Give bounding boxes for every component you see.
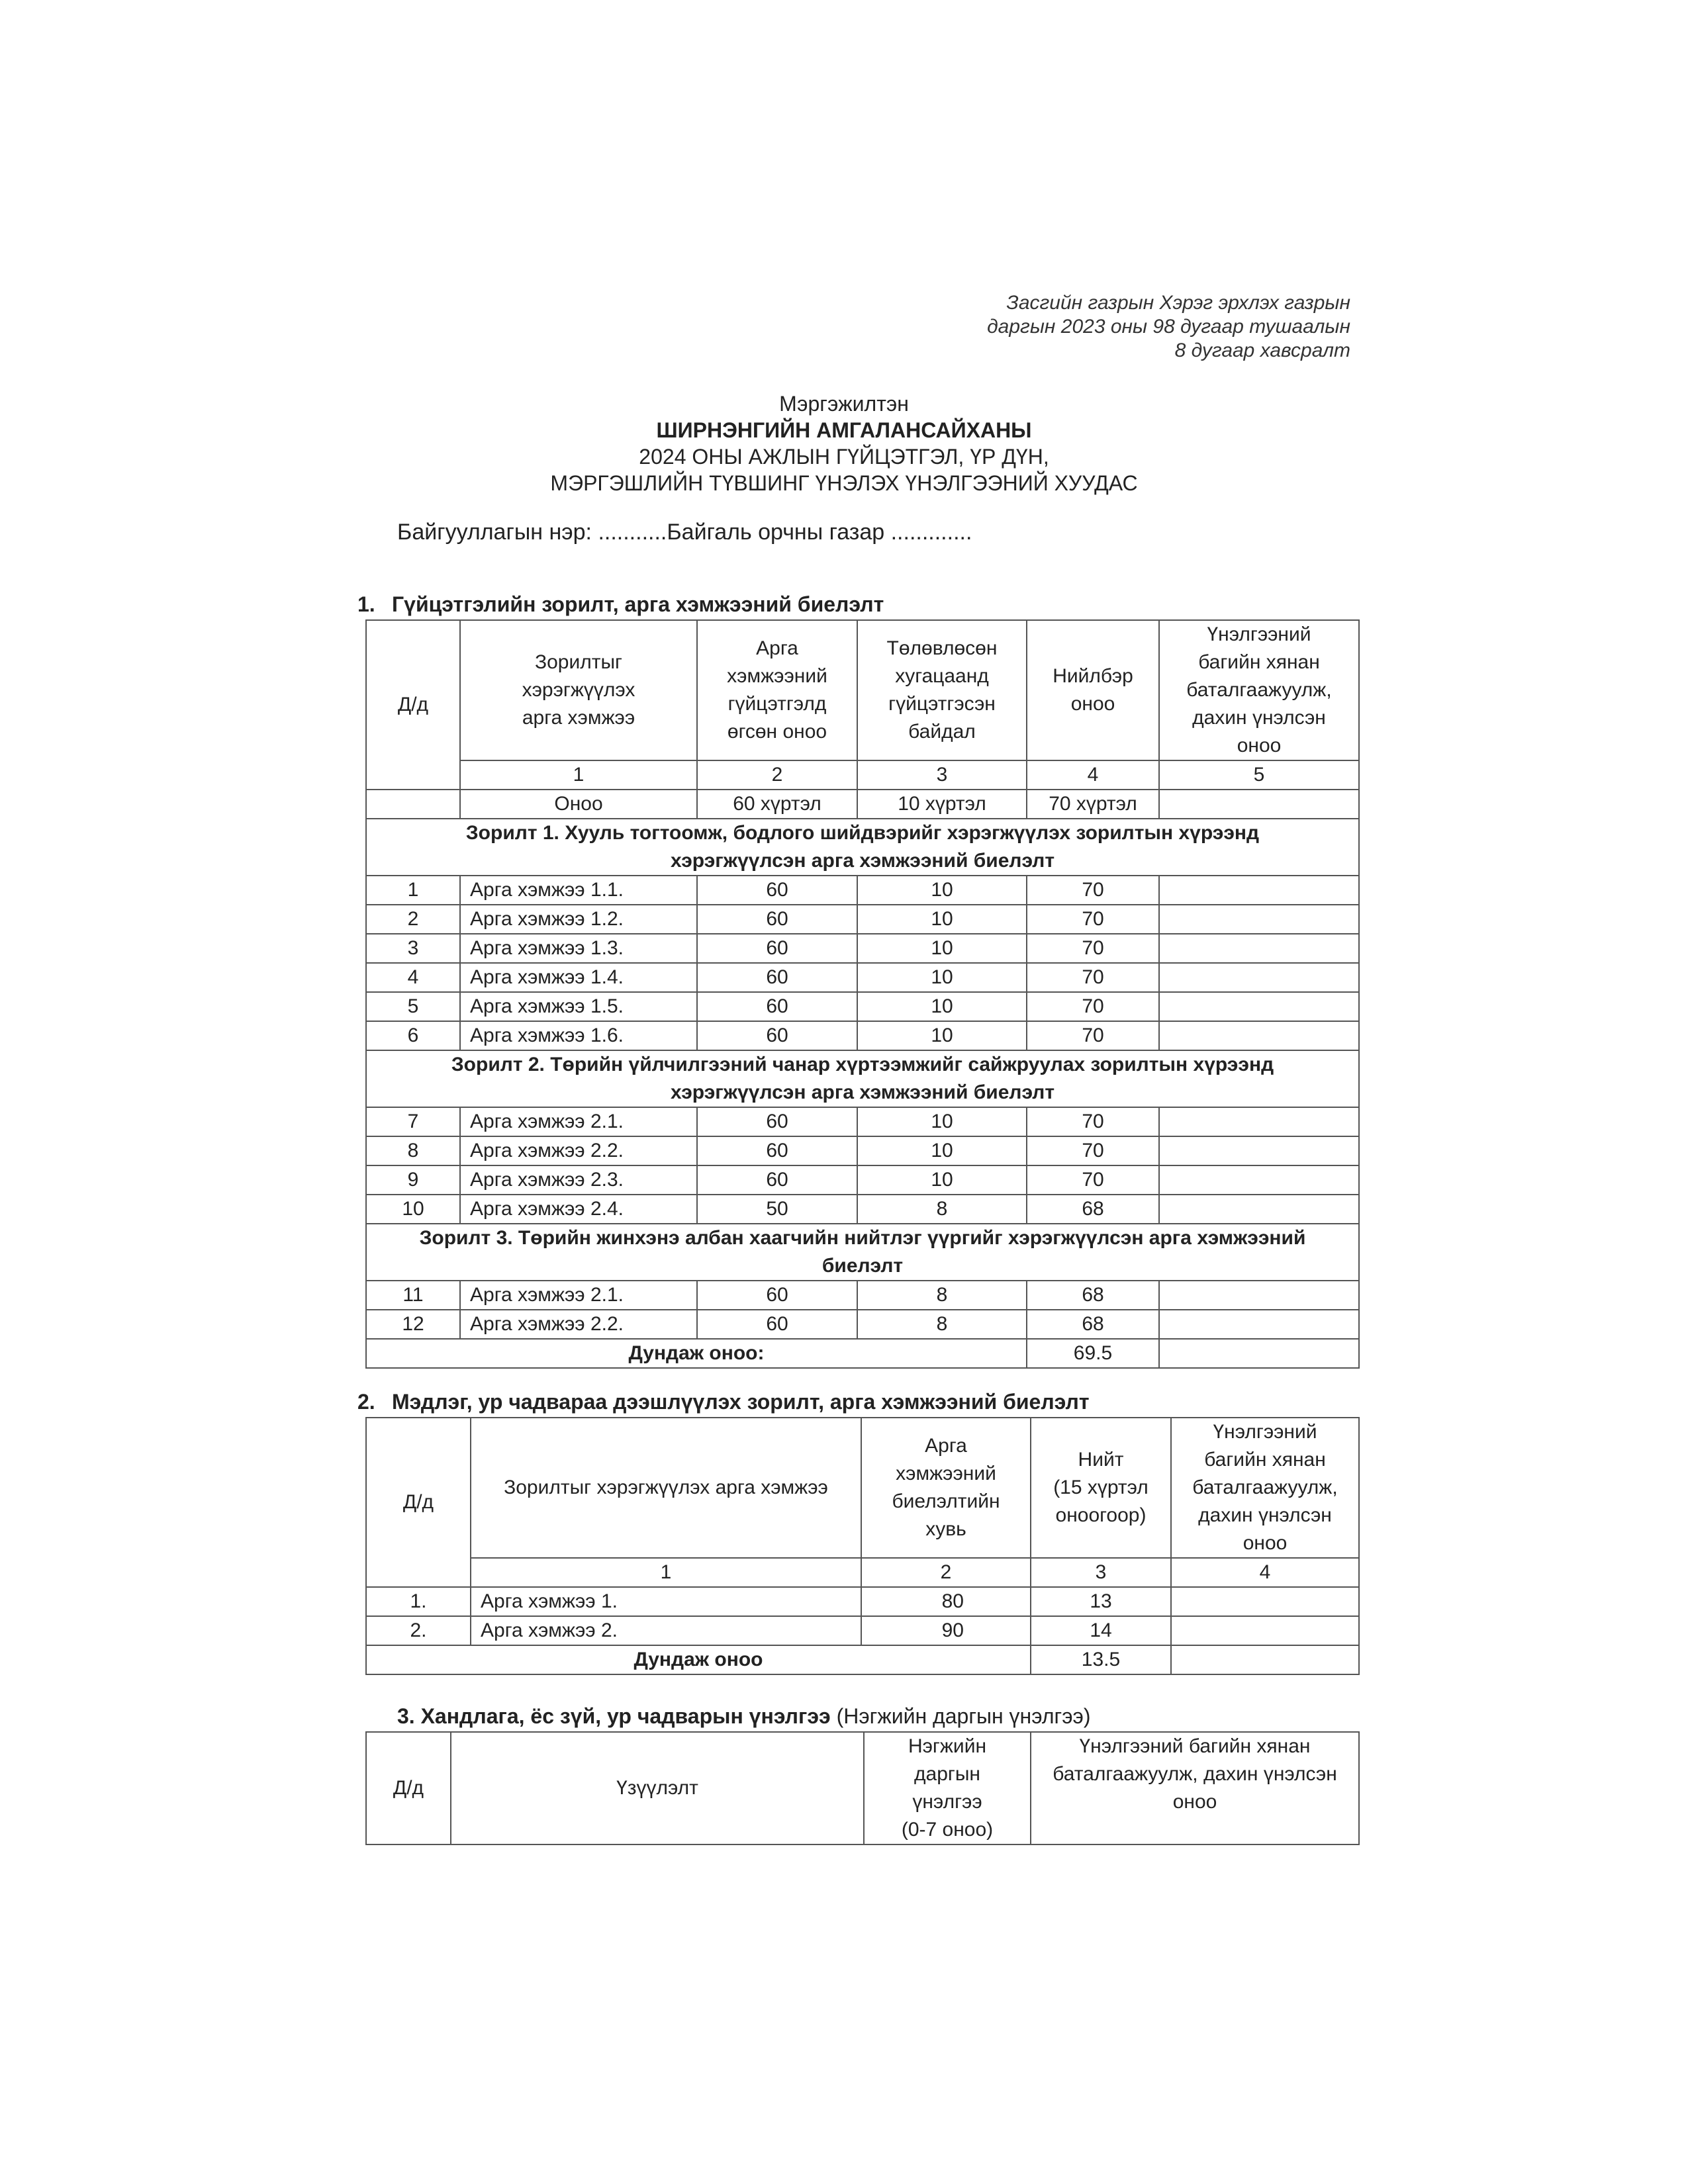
table-row <box>366 905 1359 934</box>
k-header-completion <box>861 1418 1031 1558</box>
k-average-value: 13.5 <box>1031 1645 1171 1674</box>
row-ontime: 10 <box>857 905 1027 934</box>
table-row <box>366 1281 1359 1310</box>
row-total: 70 <box>1027 905 1159 934</box>
goal-3-line-1: Зорилт 3. Төрийн жинхэнэ албан хаагчийн нийтлэг үүргийг хэрэгжүүлсэн арга хэмжээний <box>419 1227 1306 1249</box>
heading-name: ШИРНЭНГИЙН АМГАЛАНСАЙХАНЫ <box>656 418 1032 442</box>
header-reviewed-l2: багийн хянан <box>1198 651 1320 673</box>
row-given: 60 <box>697 992 857 1021</box>
section-3-title-rest: (Нэгжийн даргын үнэлгээ) <box>830 1704 1091 1728</box>
performance-table <box>365 619 1360 1369</box>
row-no: 4 <box>366 963 460 992</box>
row-ontime: 10 <box>857 1136 1027 1165</box>
row-no: 5 <box>366 992 460 1021</box>
k-header-no: Д/д <box>366 1418 471 1587</box>
row-reviewed <box>1159 1107 1359 1136</box>
section-3-title-bold: 3. Хандлага, ёс зүй, ур чадварын үнэлгээ <box>397 1704 831 1728</box>
average-value: 69.5 <box>1027 1339 1159 1368</box>
row-reviewed <box>1159 992 1359 1021</box>
average-reviewed <box>1159 1339 1359 1368</box>
header-measure-l3: арга хэмжээ <box>522 707 635 729</box>
row-given: 60 <box>697 905 857 934</box>
row-total: 70 <box>1027 1136 1159 1165</box>
score-row-max-total: 70 хүртэл <box>1027 790 1159 819</box>
col-number: 2 <box>697 760 857 790</box>
row-reviewed <box>1159 1310 1359 1339</box>
annex-line-1: Засгийн газрын Хэрэг эрхлэх газрын <box>1006 292 1350 314</box>
row-given: 60 <box>697 876 857 905</box>
k-header-reviewed-l4: дахин үнэлсэн <box>1198 1504 1332 1526</box>
row-measure: Арга хэмжээ 1.3. <box>460 934 697 963</box>
header-measure <box>460 620 697 760</box>
row-no: 10 <box>366 1195 460 1224</box>
goal-2-line-1: Зорилт 2. Төрийн үйлчилгээний чанар хүртээмжийг сайжруулах зорилтын хүрээнд <box>451 1054 1274 1075</box>
header-total <box>1027 620 1159 760</box>
section-1-title-text: Гүйцэтгэлийн зорилт, арга хэмжээний биелэлт <box>392 592 884 616</box>
section-1-title <box>357 592 884 617</box>
row-reviewed <box>1159 876 1359 905</box>
score-row-empty <box>366 790 460 819</box>
goal-2-line-2: хэрэгжүүлсэн арга хэмжээний биелэлт <box>670 1081 1055 1103</box>
row-ontime: 10 <box>857 1107 1027 1136</box>
table-row <box>366 876 1359 905</box>
k-header-total-l1: Нийт <box>1078 1449 1124 1471</box>
k-average-label: Дундаж оноо <box>366 1645 1031 1674</box>
a-header-no: Д/д <box>366 1732 451 1844</box>
goal-1-line-1: Зорилт 1. Хууль тогтоомж, бодлого шийдвэрийг хэрэгжүүлэх зорилтын хүрээнд <box>465 822 1260 844</box>
row-measure: Арга хэмжээ 2.2. <box>460 1136 697 1165</box>
row-ontime: 10 <box>857 1021 1027 1050</box>
heading-position: Мэргэжилтэн <box>779 392 909 416</box>
row-total: 70 <box>1027 992 1159 1021</box>
row-measure: Арга хэмжээ 1.4. <box>460 963 697 992</box>
k-header-total <box>1031 1418 1171 1558</box>
row-given: 60 <box>697 934 857 963</box>
header-given-l1: Арга <box>756 637 798 659</box>
score-row-max-given: 60 хүртэл <box>697 790 857 819</box>
row-no: 3 <box>366 934 460 963</box>
row-ontime: 10 <box>857 934 1027 963</box>
table-row <box>366 1587 1359 1616</box>
k-header-reviewed-l3: баталгаажуулж, <box>1192 1477 1338 1498</box>
row-given: 60 <box>697 1107 857 1136</box>
row-no: 1 <box>366 876 460 905</box>
row-given: 60 <box>697 1136 857 1165</box>
row-no: 1. <box>366 1587 471 1616</box>
header-ontime-l2: хугацаанд <box>895 665 989 687</box>
row-measure: Арга хэмжээ 2.2. <box>460 1310 697 1339</box>
row-measure: Арга хэмжээ 1.6. <box>460 1021 697 1050</box>
header-given-l2: хэмжээний <box>727 665 827 687</box>
k-col-number: 1 <box>471 1558 861 1587</box>
table-row <box>366 1021 1359 1050</box>
header-reviewed-l3: баталгаажуулж, <box>1186 679 1332 701</box>
goal-1-title <box>366 819 1359 876</box>
goal-3-line-2: биелэлт <box>821 1255 904 1277</box>
row-ontime: 10 <box>857 963 1027 992</box>
k-header-completion-l3: биелэлтийн <box>892 1490 1000 1512</box>
row-measure: Арга хэмжээ 2. <box>471 1616 861 1645</box>
row-total: 70 <box>1027 934 1159 963</box>
header-ontime-l3: гүйцэтгэсэн <box>888 693 996 715</box>
row-ontime: 8 <box>857 1281 1027 1310</box>
average-label: Дундаж оноо: <box>366 1339 1027 1368</box>
goal-3-title <box>366 1224 1359 1281</box>
row-total: 68 <box>1027 1310 1159 1339</box>
header-given-score <box>697 620 857 760</box>
row-given: 60 <box>697 963 857 992</box>
row-reviewed <box>1159 1165 1359 1195</box>
row-ontime: 8 <box>857 1195 1027 1224</box>
header-reviewed-l5: оноо <box>1237 735 1282 756</box>
table-row <box>366 1107 1359 1136</box>
k-header-reviewed <box>1171 1418 1359 1558</box>
annex-reference <box>794 291 1350 363</box>
row-reviewed <box>1171 1587 1359 1616</box>
row-reviewed <box>1159 963 1359 992</box>
header-given-l3: гүйцэтгэлд <box>727 693 827 715</box>
k-header-reviewed-l2: багийн хянан <box>1204 1449 1326 1471</box>
section-2-number: 2. <box>357 1390 375 1414</box>
k-header-completion-l1: Арга <box>925 1435 967 1457</box>
k-average-reviewed <box>1171 1645 1359 1674</box>
score-row-label: Оноо <box>460 790 697 819</box>
k-header-total-l2: (15 хүртэл <box>1053 1477 1149 1498</box>
k-header-completion-l2: хэмжээний <box>896 1463 996 1484</box>
row-given: 60 <box>697 1310 857 1339</box>
knowledge-table <box>365 1417 1360 1675</box>
row-measure: Арга хэмжээ 1. <box>471 1587 861 1616</box>
table-row <box>366 1195 1359 1224</box>
row-given: 60 <box>697 1021 857 1050</box>
header-reviewed <box>1159 620 1359 760</box>
section-2-title <box>357 1390 1090 1414</box>
attitude-table <box>365 1731 1360 1845</box>
section-3-title <box>397 1704 1091 1729</box>
table-row <box>366 1136 1359 1165</box>
row-total: 70 <box>1027 876 1159 905</box>
a-header-manager-l4: (0-7 оноо) <box>901 1819 994 1841</box>
row-no: 7 <box>366 1107 460 1136</box>
col-number: 1 <box>460 760 697 790</box>
header-reviewed-l1: Үнэлгээний <box>1207 623 1311 645</box>
row-total: 14 <box>1031 1616 1171 1645</box>
header-on-time <box>857 620 1027 760</box>
k-col-number: 4 <box>1171 1558 1359 1587</box>
row-reviewed <box>1159 934 1359 963</box>
row-total: 68 <box>1027 1281 1159 1310</box>
row-no: 2 <box>366 905 460 934</box>
k-header-measure: Зорилтыг хэрэгжүүлэх арга хэмжээ <box>471 1418 861 1558</box>
header-measure-l1: Зорилтыг <box>535 651 622 673</box>
goal-1-line-2: хэрэгжүүлсэн арга хэмжээний биелэлт <box>670 850 1055 872</box>
a-header-manager-l1: Нэгжийн <box>908 1735 987 1757</box>
row-reviewed <box>1159 1281 1359 1310</box>
row-completion: 80 <box>861 1587 1031 1616</box>
row-total: 13 <box>1031 1587 1171 1616</box>
a-header-manager-l3: үнэлгээ <box>912 1791 982 1813</box>
row-no: 6 <box>366 1021 460 1050</box>
header-total-l1: Нийлбэр <box>1053 665 1133 687</box>
row-measure: Арга хэмжээ 1.2. <box>460 905 697 934</box>
k-col-number: 2 <box>861 1558 1031 1587</box>
header-measure-l2: хэрэгжүүлэх <box>522 679 635 701</box>
row-total: 70 <box>1027 1165 1159 1195</box>
row-no: 9 <box>366 1165 460 1195</box>
a-header-reviewed <box>1031 1732 1359 1844</box>
k-header-total-l3: оноогоор) <box>1055 1504 1147 1526</box>
row-reviewed <box>1159 1195 1359 1224</box>
row-reviewed <box>1171 1616 1359 1645</box>
row-measure: Арга хэмжээ 1.5. <box>460 992 697 1021</box>
row-measure: Арга хэмжээ 1.1. <box>460 876 697 905</box>
a-header-indicator: Үзүүлэлт <box>451 1732 864 1844</box>
row-ontime: 10 <box>857 1165 1027 1195</box>
row-given: 50 <box>697 1195 857 1224</box>
row-total: 70 <box>1027 1107 1159 1136</box>
row-measure: Арга хэмжээ 2.3. <box>460 1165 697 1195</box>
a-header-manager-l2: даргын <box>914 1763 980 1785</box>
table-row <box>366 1616 1359 1645</box>
a-header-manager-score <box>864 1732 1031 1844</box>
row-total: 70 <box>1027 1021 1159 1050</box>
k-header-reviewed-l1: Үнэлгээний <box>1213 1421 1317 1443</box>
k-header-reviewed-l5: оноо <box>1243 1532 1288 1554</box>
col-number: 4 <box>1027 760 1159 790</box>
a-header-reviewed-l1: Үнэлгээний багийн хянан <box>1079 1735 1311 1757</box>
heading-line-4: МЭРГЭШЛИЙН ТҮВШИНГ ҮНЭЛЭХ ҮНЭЛГЭЭНИЙ ХУУДАС <box>550 471 1138 495</box>
col-number: 3 <box>857 760 1027 790</box>
row-ontime: 10 <box>857 992 1027 1021</box>
table-row <box>366 963 1359 992</box>
header-no: Д/д <box>366 620 460 790</box>
section-1-number: 1. <box>357 592 375 616</box>
header-total-l2: оноо <box>1070 693 1115 715</box>
table-row <box>366 1165 1359 1195</box>
k-col-number: 3 <box>1031 1558 1171 1587</box>
row-given: 60 <box>697 1281 857 1310</box>
row-ontime: 10 <box>857 876 1027 905</box>
header-given-l4: өгсөн оноо <box>727 721 827 743</box>
row-given: 60 <box>697 1165 857 1195</box>
score-row-reviewed <box>1159 790 1359 819</box>
row-measure: Арга хэмжээ 2.4. <box>460 1195 697 1224</box>
row-reviewed <box>1159 1021 1359 1050</box>
header-reviewed-l4: дахин үнэлсэн <box>1192 707 1326 729</box>
row-no: 2. <box>366 1616 471 1645</box>
section-2-title-text: Мэдлэг, ур чадвараа дээшлүүлэх зорилт, арга хэмжээний биелэлт <box>392 1390 1090 1414</box>
table-row <box>366 1310 1359 1339</box>
header-ontime-l4: байдал <box>908 721 976 743</box>
a-header-reviewed-l3: оноо <box>1172 1791 1217 1813</box>
row-no: 8 <box>366 1136 460 1165</box>
document-heading <box>0 390 1688 496</box>
row-completion: 90 <box>861 1616 1031 1645</box>
annex-line-3: 8 дугаар хавсралт <box>1174 340 1350 361</box>
row-total: 68 <box>1027 1195 1159 1224</box>
row-measure: Арга хэмжээ 2.1. <box>460 1107 697 1136</box>
row-reviewed <box>1159 1136 1359 1165</box>
row-total: 70 <box>1027 963 1159 992</box>
heading-line-3: 2024 ОНЫ АЖЛЫН ГҮЙЦЭТГЭЛ, ҮР ДҮН, <box>639 445 1049 469</box>
row-no: 11 <box>366 1281 460 1310</box>
table-row <box>366 992 1359 1021</box>
organization-line: Байгууллагын нэр: ...........Байгаль орчны газар ............. <box>397 520 972 545</box>
annex-line-2: даргын 2023 оны 98 дугаар тушаалын <box>987 316 1350 338</box>
table-row <box>366 934 1359 963</box>
a-header-reviewed-l2: баталгаажуулж, дахин үнэлсэн <box>1053 1763 1337 1785</box>
score-row-max-ontime: 10 хүртэл <box>857 790 1027 819</box>
row-ontime: 8 <box>857 1310 1027 1339</box>
goal-2-title <box>366 1050 1359 1107</box>
header-ontime-l1: Төлөвлөсөн <box>886 637 998 659</box>
row-measure: Арга хэмжээ 2.1. <box>460 1281 697 1310</box>
row-no: 12 <box>366 1310 460 1339</box>
col-number: 5 <box>1159 760 1359 790</box>
row-reviewed <box>1159 905 1359 934</box>
k-header-completion-l4: хувь <box>925 1518 966 1540</box>
